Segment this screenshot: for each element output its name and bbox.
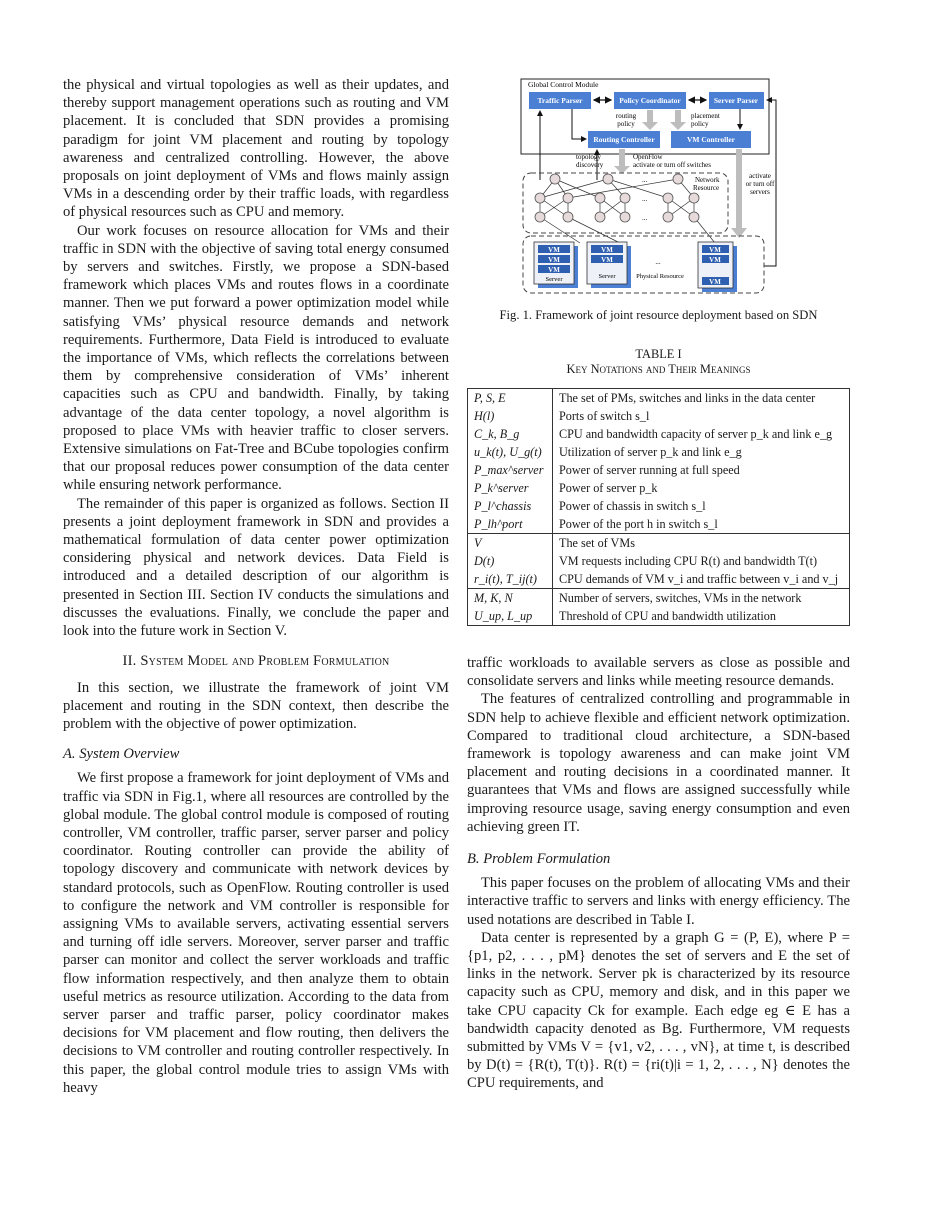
table-caption bbox=[467, 347, 850, 377]
notation-meaning: Power of server p_k bbox=[559, 480, 658, 495]
table-row bbox=[468, 407, 850, 425]
svg-text:VM: VM bbox=[548, 256, 560, 264]
figure-framework bbox=[520, 78, 790, 296]
notation-meaning: Ports of switch s_l bbox=[559, 408, 650, 423]
svg-text:OpenFlow: OpenFlow bbox=[633, 153, 663, 161]
svg-text:VM: VM bbox=[601, 256, 613, 264]
paragraph-section-intro: In this section, we illustrate the framework of joint VM placement and routing in the SDN context, then describe the problem with the objective of power optimization. bbox=[63, 679, 449, 732]
notation-symbol: H(l) bbox=[468, 407, 553, 425]
svg-text:Resource: Resource bbox=[693, 184, 720, 192]
section-heading: II. System Model and Problem Formulation bbox=[122, 653, 390, 670]
notation-symbol: P_lh^port bbox=[468, 515, 553, 534]
figure-caption: Fig. 1. Framework of joint resource deployment based on SDN bbox=[499, 308, 818, 322]
table-row bbox=[468, 589, 850, 608]
policy-coordinator-label: Policy Coordinator bbox=[619, 96, 681, 105]
right-column bbox=[467, 654, 850, 1093]
svg-text:VM: VM bbox=[709, 256, 721, 264]
table-row bbox=[468, 389, 850, 408]
subsection-heading-a: A. System Overview bbox=[63, 746, 180, 763]
paragraph-system-overview: We first propose a framework for joint deployment of VMs and traffic via SDN in Fig.1, where all resources are controlled by the global module. The global control module is composed of routing controller, VM controller, traffic parser, server parser and policy coordinator. Routing controller can provide the ability of topology discovery and communicate with network devices by standard protocols, such as OpenFlow. Routing controller is used to configure the network and VM controller is responsible for assigning VMs to available servers, activating essential servers and turning off idle servers. Moreover, server parser and traffic parser can monitor and collect the server workloads and traffic flow information respectively, and then analyze them to obtain useful metrics as resource utilization. According to the data from server parser and traffic parser, policy coordinator makes decisions for VM placement and flow routing, then delivers the decisions to VM controller and routing controller respectively. In this paper, the global control module tries to assign VMs with heavy bbox=[63, 770, 449, 1096]
notation-table bbox=[467, 388, 850, 626]
table-row bbox=[468, 534, 850, 553]
table-row bbox=[468, 515, 850, 534]
notation-meaning: Power of the port h in switch s_l bbox=[559, 516, 718, 531]
notation-meaning: The set of PMs, switches and links in the data center bbox=[559, 390, 816, 405]
routing-controller-label: Routing Controller bbox=[593, 135, 655, 144]
table-row bbox=[468, 552, 850, 570]
svg-text:VM: VM bbox=[709, 278, 721, 286]
svg-text:activate or turn off switches: activate or turn off switches bbox=[633, 161, 712, 169]
svg-text:...: ... bbox=[655, 258, 661, 266]
notation-meaning: Number of servers, switches, VMs in the network bbox=[553, 589, 850, 608]
svg-text:Server: Server bbox=[545, 276, 563, 283]
subsection-heading-b: B. Problem Formulation bbox=[467, 851, 611, 868]
traffic-parser-label: Traffic Parser bbox=[537, 96, 583, 105]
svg-text:...: ... bbox=[642, 214, 648, 222]
notation-symbol: P_l^chassis bbox=[468, 497, 553, 515]
svg-text:placement: placement bbox=[691, 112, 720, 120]
svg-text:VM: VM bbox=[709, 246, 721, 254]
server-parser-label: Server Parser bbox=[713, 96, 759, 105]
notation-symbol: M, K, N bbox=[468, 589, 553, 608]
notation-symbol: U_up, L_up bbox=[468, 607, 553, 626]
svg-text:activate: activate bbox=[749, 172, 771, 180]
table-row bbox=[468, 461, 850, 479]
svg-text:topology: topology bbox=[576, 153, 601, 161]
notation-meaning: CPU and bandwidth capacity of server p_k and link e_g bbox=[559, 426, 833, 441]
table-number: TABLE I bbox=[635, 347, 682, 361]
svg-text:routing: routing bbox=[615, 112, 637, 120]
notation-symbol: P_max^server bbox=[468, 461, 553, 479]
notation-meaning: Utilization of server p_k and link e_g bbox=[559, 444, 742, 459]
table-row bbox=[468, 479, 850, 497]
svg-text:...: ... bbox=[642, 195, 648, 203]
vm-controller-label: VM Controller bbox=[687, 135, 735, 144]
notation-meaning: VM requests including CPU R(t) and bandwidth T(t) bbox=[559, 553, 818, 568]
module-title: Global Control Module bbox=[528, 80, 599, 89]
notation-meaning: Power of chassis in switch s_l bbox=[559, 498, 706, 513]
paragraph-intro-continuation: the physical and virtual topologies as well as their updates, and thereby support management operations such as routing and VM placement. It is concluded that SDN provides a promising paradigm for joint VM placement and routing by topology awareness and centralized controlling. However, the above proposals on joint deployment of VMs and flows mainly assign VMs in a descending order by their traffic loads, with regardless of physical resources such as CPU and memory. bbox=[63, 77, 449, 221]
notation-symbol: P_k^server bbox=[468, 479, 553, 497]
notation-symbol: r_i(t), T_ij(t) bbox=[468, 570, 553, 589]
switch-icons bbox=[535, 174, 699, 222]
paragraph-problem: This paper focuses on the problem of allocating VMs and their interactive traffic to servers and links with energy efficiency. The used notations are described in Table I. bbox=[467, 875, 850, 928]
notation-symbol: C_k, B_g bbox=[468, 425, 553, 443]
paragraph-graph: Data center is represented by a graph G = (P, E), where P = {p1, p2, . . . , pM} denotes the set of servers and E the set of links in the network. Server pk is characterized by its resource capacity such as CPU, memory and disk, and in this paper we take CPU capacity Ck for example. Each edge eg ∈ E has a bandwidth capacity denoted as Bg. Furthermore, VM requests submitted by VMs V = {v1, v2, . . . , vN}, at time t, is described by D(t) = {R(t), T(t)}. R(t) = {ri(t)|i = 1, 2, . . . , N} denotes the CPU requirements, and bbox=[467, 929, 850, 1092]
notation-meaning: Threshold of CPU and bandwidth utilization bbox=[559, 608, 776, 623]
left-column bbox=[63, 76, 449, 1097]
svg-text:Server: Server bbox=[598, 273, 616, 280]
notation-meaning: The set of VMs bbox=[553, 534, 850, 553]
notation-meaning: Power of server running at full speed bbox=[559, 462, 740, 477]
paragraph-continuation: traffic workloads to available servers as close as possible and consolidate servers and links while meeting resource demands. bbox=[467, 655, 850, 690]
notation-symbol: D(t) bbox=[468, 552, 553, 570]
notation-meaning: CPU demands of VM v_i and traffic between v_i and v_j bbox=[559, 571, 839, 586]
table-title: Key Notations and Their Meanings bbox=[566, 362, 751, 376]
notation-symbol: V bbox=[468, 534, 553, 553]
svg-text:VM: VM bbox=[548, 246, 560, 254]
notation-symbol: P, S, E bbox=[468, 389, 553, 408]
svg-text:VM: VM bbox=[548, 266, 560, 274]
table-row bbox=[468, 570, 850, 589]
table-row bbox=[468, 607, 850, 626]
paragraph-organization: The remainder of this paper is organized as follows. Section II presents a joint deployment framework in SDN and provides a mathematical formulation of data center power optimization considering physical and network devices. Data Field is introduced and a detailed description of our algorithm is presented in Section III. Section IV conducts the simulations and discusses the evaluations. Finally, we conclude the paper and look into the future work in Section V. bbox=[63, 495, 449, 640]
svg-text:policy: policy bbox=[691, 120, 709, 128]
svg-text:Network: Network bbox=[695, 176, 720, 184]
table-row bbox=[468, 497, 850, 515]
svg-text:or turn off: or turn off bbox=[745, 180, 775, 188]
svg-text:...: ... bbox=[642, 176, 648, 184]
table-row bbox=[468, 443, 850, 461]
notation-symbol: u_k(t), U_g(t) bbox=[468, 443, 553, 461]
svg-text:servers: servers bbox=[750, 188, 770, 196]
svg-text:Physical Resource: Physical Resource bbox=[636, 273, 684, 280]
table-row bbox=[468, 425, 850, 443]
framework-diagram bbox=[520, 78, 790, 296]
svg-text:policy: policy bbox=[617, 120, 635, 128]
svg-text:VM: VM bbox=[601, 246, 613, 254]
paragraph-features: The features of centralized controlling and programmable in SDN help to achieve flexible and efficient network optimization. Compared to traditional cloud architecture, a SDN-based framework is topology awareness and can make joint VM placement and routing decisions in a coordinated manner. It guarantees that VMs and flows are assigned successfully while improving resource usage, saving energy consumption and even achieving green IT. bbox=[467, 691, 850, 835]
svg-text:discovery: discovery bbox=[576, 161, 604, 169]
paragraph-our-work: Our work focuses on resource allocation for VMs and their traffic in SDN with the objective of saving total energy consumed by servers and switches. Firstly, we propose a SDN-based framework which places VMs and routes flows in a coordinate manner. Then we put forward a power optimization model while satisfying VMs’ physical resource demands and network requirements. Furthermore, Data Field is introduced to evaluate the importance of VMs, which reflects the correlations between them by comprehensive consideration of VMs’ inherent capacities such as CPU and bandwidth. Finally, by taking advantage of the data center topology, a novel algorithm is proposed to place VMs with heavier traffic to closer servers. Extensive simulations on Fat-Tree and BCube topologies confirm that our proposal reduces power consumption of the data center while ensuring network performance. bbox=[63, 222, 449, 494]
